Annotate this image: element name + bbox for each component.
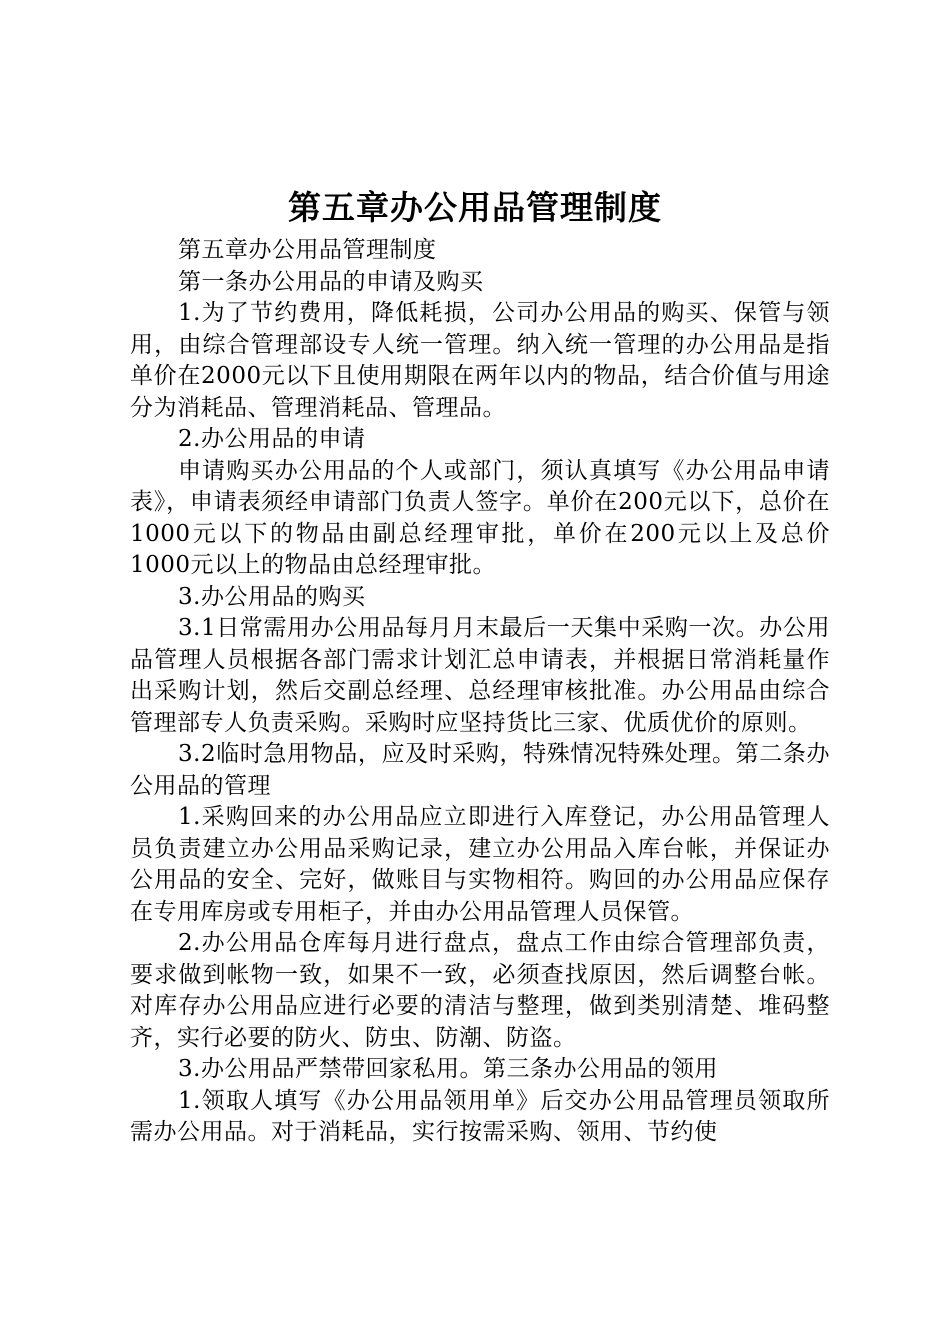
paragraph-item-2-2: 2.办公用品仓库每月进行盘点，盘点工作由综合管理部负责，要求做到帐物一致，如果不一致，必须查找原因，然后调整台帐。对库存办公用品应进行必要的清洁与整理，做到类别清楚、堆码整齐，实行必要的防火、防虫、防潮、防盗。 <box>130 930 830 1051</box>
paragraph-item-1-3-heading: 3.办公用品的购买 <box>178 583 366 610</box>
paragraph-item-3-1-receive: 1.领取人填写《办公用品领用单》后交办公用品管理员领取所需办公用品。对于消耗品，实行按需采购、领用、节约使 <box>130 1087 830 1145</box>
paragraph-item-1-2-body: 申请购买办公用品的个人或部门，须认真填写《办公用品申请表》，申请表须经申请部门负责人签字。单价在200元以下，总价在1000元以下的物品由副总经理审批，单价在200元以上及总价1000元以上的物品由总经理审批。 <box>130 457 830 578</box>
paragraph-item-2-1: 1.采购回来的办公用品应立即进行入库登记，办公用品管理人员负责建立办公用品采购记录，建立办公用品入库台帐，并保证办公用品的安全、完好，做账目与实物相符。购回的办公用品应保存在专用库房或专用柜子，并由办公用品管理人员保管。 <box>130 804 830 925</box>
document-title: 第五章办公用品管理制度 <box>288 188 662 227</box>
paragraph-item-1-2-heading: 2.办公用品的申请 <box>178 426 366 452</box>
paragraph-item-1-1: 1.为了节约费用，降低耗损，公司办公用品的购买、保管与领用，由综合管理部设专人统一管理。纳入统一管理的办公用品是指单价在2000元以下且使用期限在两年以内的物品，结合价值与用途分为消耗品、管理消耗品、管理品。 <box>130 300 830 421</box>
paragraph-item-3-2: 3.2临时急用物品，应及时采购，特殊情况特殊处理。第二条办公用品的管理 <box>130 741 830 799</box>
document-body <box>130 235 830 1149</box>
paragraph-article-1-heading: 第一条办公用品的申请及购买 <box>178 268 484 295</box>
paragraph-item-3-1: 3.1日常需用办公用品每月月末最后一天集中采购一次。办公用品管理人员根据各部门需求计划汇总申请表，并根据日常消耗量作出采购计划，然后交副总经理、总经理审核批准。办公用品由综合管理部专人负责采购。采购时应坚持货比三家、优质优价的原则。 <box>130 615 830 736</box>
paragraph-chapter-heading: 第五章办公用品管理制度 <box>178 237 437 263</box>
paragraph-item-2-3: 3.办公用品严禁带回家私用。第三条办公用品的领用 <box>178 1056 718 1082</box>
